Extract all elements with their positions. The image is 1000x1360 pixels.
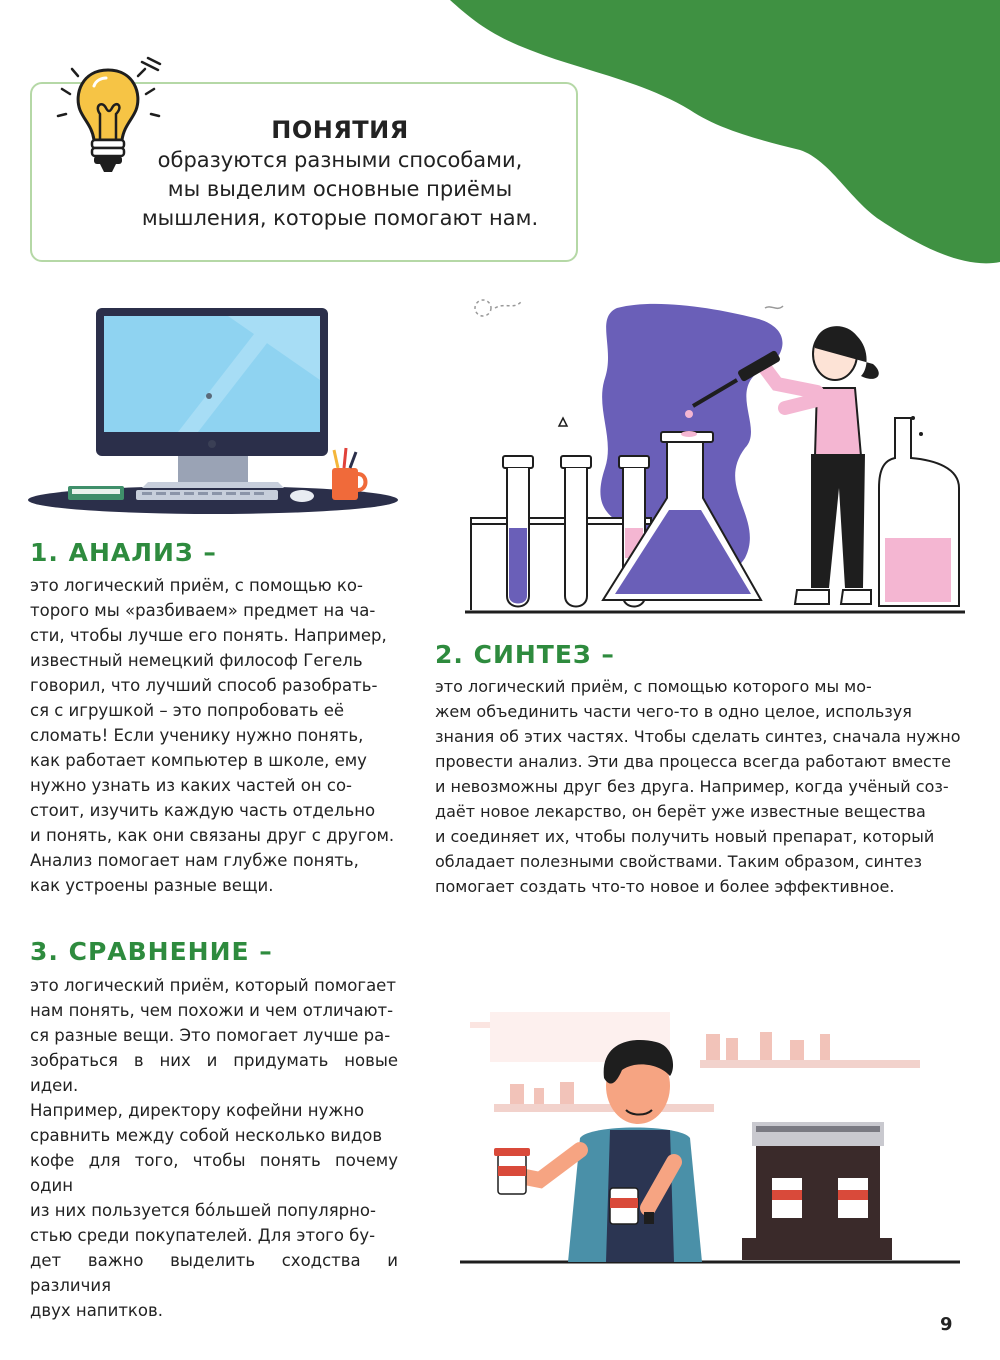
body-line: как работает компьютер в школе, ему (30, 751, 367, 770)
body-line: дет важно выделить сходства и различия (30, 1251, 398, 1295)
body-line: говорил, что лучший способ разобрать- (30, 676, 378, 695)
body-line: нужно узнать из каких частей он со- (30, 776, 352, 795)
body-line: стью среди покупателей. Для этого бу- (30, 1226, 376, 1245)
section-body-comparison (30, 973, 398, 1323)
intro-title: ПОНЯТИЯ (271, 116, 409, 144)
section-heading-synthesis: 2. СИНТЕЗ – (435, 640, 615, 669)
body-line: Анализ помогает нам глубже понять, (30, 851, 359, 870)
body-line: зобраться в них и придумать новые идеи. (30, 1051, 398, 1095)
body-line: стоит, изучить каждую часть отдельно (30, 801, 376, 820)
body-line: помогает создать что-то новое и более эффективное. (435, 877, 895, 896)
barista-illustration (460, 1012, 960, 1272)
body-line: сломать! Если ученику нужно понять, (30, 726, 364, 745)
body-line: и понять, как они связаны друг с другом. (30, 826, 395, 845)
intro-line: мышления, которые помогают нам. (141, 206, 539, 230)
chemist-illustration (465, 288, 965, 618)
body-line: сравнить между собой несколько видов (30, 1126, 383, 1145)
body-line: кофе для того, чтобы понять почему один (30, 1151, 398, 1195)
section-heading-analysis: 1. АНАЛИЗ – (30, 538, 217, 567)
section-body-analysis (30, 573, 398, 898)
body-line: это логический приём, с помощью которого мы мо- (435, 677, 872, 696)
body-line: провести анализ. Эти два процесса всегда работают вместе (435, 752, 951, 771)
body-line: двух напитков. (30, 1301, 163, 1320)
intro-line: мы выделим основные приёмы (167, 177, 513, 201)
body-line: знания об этих частях. Чтобы сделать синтез, сначала нужно (435, 727, 961, 746)
body-line: даёт новое лекарство, он берёт уже известные вещества (435, 802, 926, 821)
body-line: обладает полезными свойствами. Таким образом, синтез (435, 852, 922, 871)
section-heading-comparison: 3. СРАВНЕНИЕ – (30, 937, 273, 966)
body-line: это логический приём, который помогает (30, 976, 396, 995)
body-line: это логический приём, с помощью ко- (30, 576, 363, 595)
body-line: из них пользуется бóльшей популярно- (30, 1201, 376, 1220)
section-body-synthesis (435, 674, 965, 899)
body-line: ся разные вещи. Это помогает лучше ра- (30, 1026, 391, 1045)
body-line: и соединяет их, чтобы получить новый препарат, который (435, 827, 935, 846)
body-line: как устроены разные вещи. (30, 876, 274, 895)
body-line: нам понять, чем похожи и чем отличают- (30, 1001, 394, 1020)
body-line: торого мы «разбиваем» предмет на ча- (30, 601, 376, 620)
page-number: 9 (940, 1314, 953, 1335)
body-line: и невозможны друг без друга. Например, когда учёный соз- (435, 777, 949, 796)
body-line: сти, чтобы лучше его понять. Например, (30, 626, 387, 645)
body-line: известный немецкий философ Гегель (30, 651, 363, 670)
body-line: Например, директору кофейни нужно (30, 1101, 365, 1120)
body-line: жем объединить части чего-то в одно целое, используя (435, 702, 912, 721)
body-line: ся с игрушкой – это попробовать её (30, 701, 345, 720)
intro-line: образуются разными способами, (157, 148, 523, 172)
computer-illustration (28, 300, 398, 525)
intro-text (130, 146, 550, 233)
